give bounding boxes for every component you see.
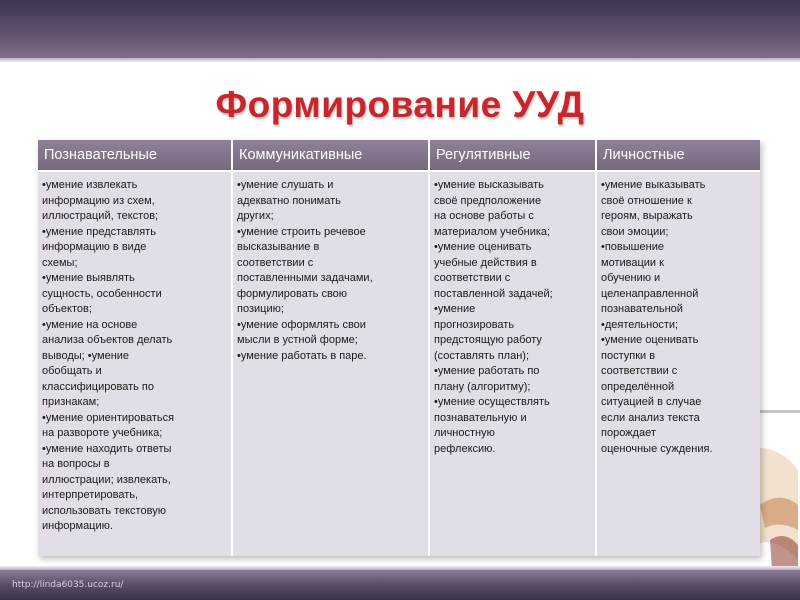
table-row	[38, 170, 760, 556]
cell-personal	[597, 170, 760, 556]
cell-personal-text: •умение выказывать своё отношение к героям, выражать свои эмоции; •повышение мотивации к обучению и целенаправленной познавательной •деятельности; •умение оценивать поступки в соответствии с определённой ситуацией в случае если анализ текста порождает оценочные суждения.	[601, 179, 713, 455]
header-regulatory: Регулятивные	[430, 140, 597, 170]
cell-communicative-text: •умение слушать и адекватно понимать других; •умение строить речевое высказывание в соответствии с поставленными задачами, формулировать свою позицию; •умение оформлять свои мысли в устной форме; •умение работать в паре.	[237, 179, 373, 362]
header-cognitive: Познавательные	[38, 140, 233, 170]
table-header-row	[38, 140, 760, 170]
header-personal: Личностные	[597, 140, 760, 170]
cell-regulatory-text: •умение высказывать своё предположение на основе работы с материалом учебника; •умение оценивать учебные действия в соответствии с поставленной задачей; •умение прогнозировать предстоящую работу (составлять план); •умение работать по плану (алгоритму); •умение осуществлять познавательную и личностную рефлексию.	[434, 179, 553, 455]
footer-url: http://linda6035.ucoz.ru/	[12, 580, 124, 590]
cell-communicative	[233, 170, 430, 556]
slide-title: Формирование УУД	[215, 84, 585, 125]
header-communicative: Коммуникативные	[233, 140, 430, 170]
uud-table	[38, 140, 760, 556]
cell-cognitive	[38, 170, 233, 556]
top-band-highlight	[0, 58, 800, 62]
cell-regulatory	[430, 170, 597, 556]
cell-cognitive-text: •умение извлекать информацию из схем, иллюстраций, текстов; •умение представлять информацию в виде схемы; •умение выявлять сущность, особенности объектов; •умение на основе анализа объектов делать выводы; •умение обобщать и классифицировать по признакам; •умение ориентироваться на развороте учебника; •умение находить ответы на вопросы в иллюстрации; извлекать, интерпретировать, использовать текстовую информацию.	[42, 179, 175, 532]
top-decorative-band	[0, 0, 800, 58]
